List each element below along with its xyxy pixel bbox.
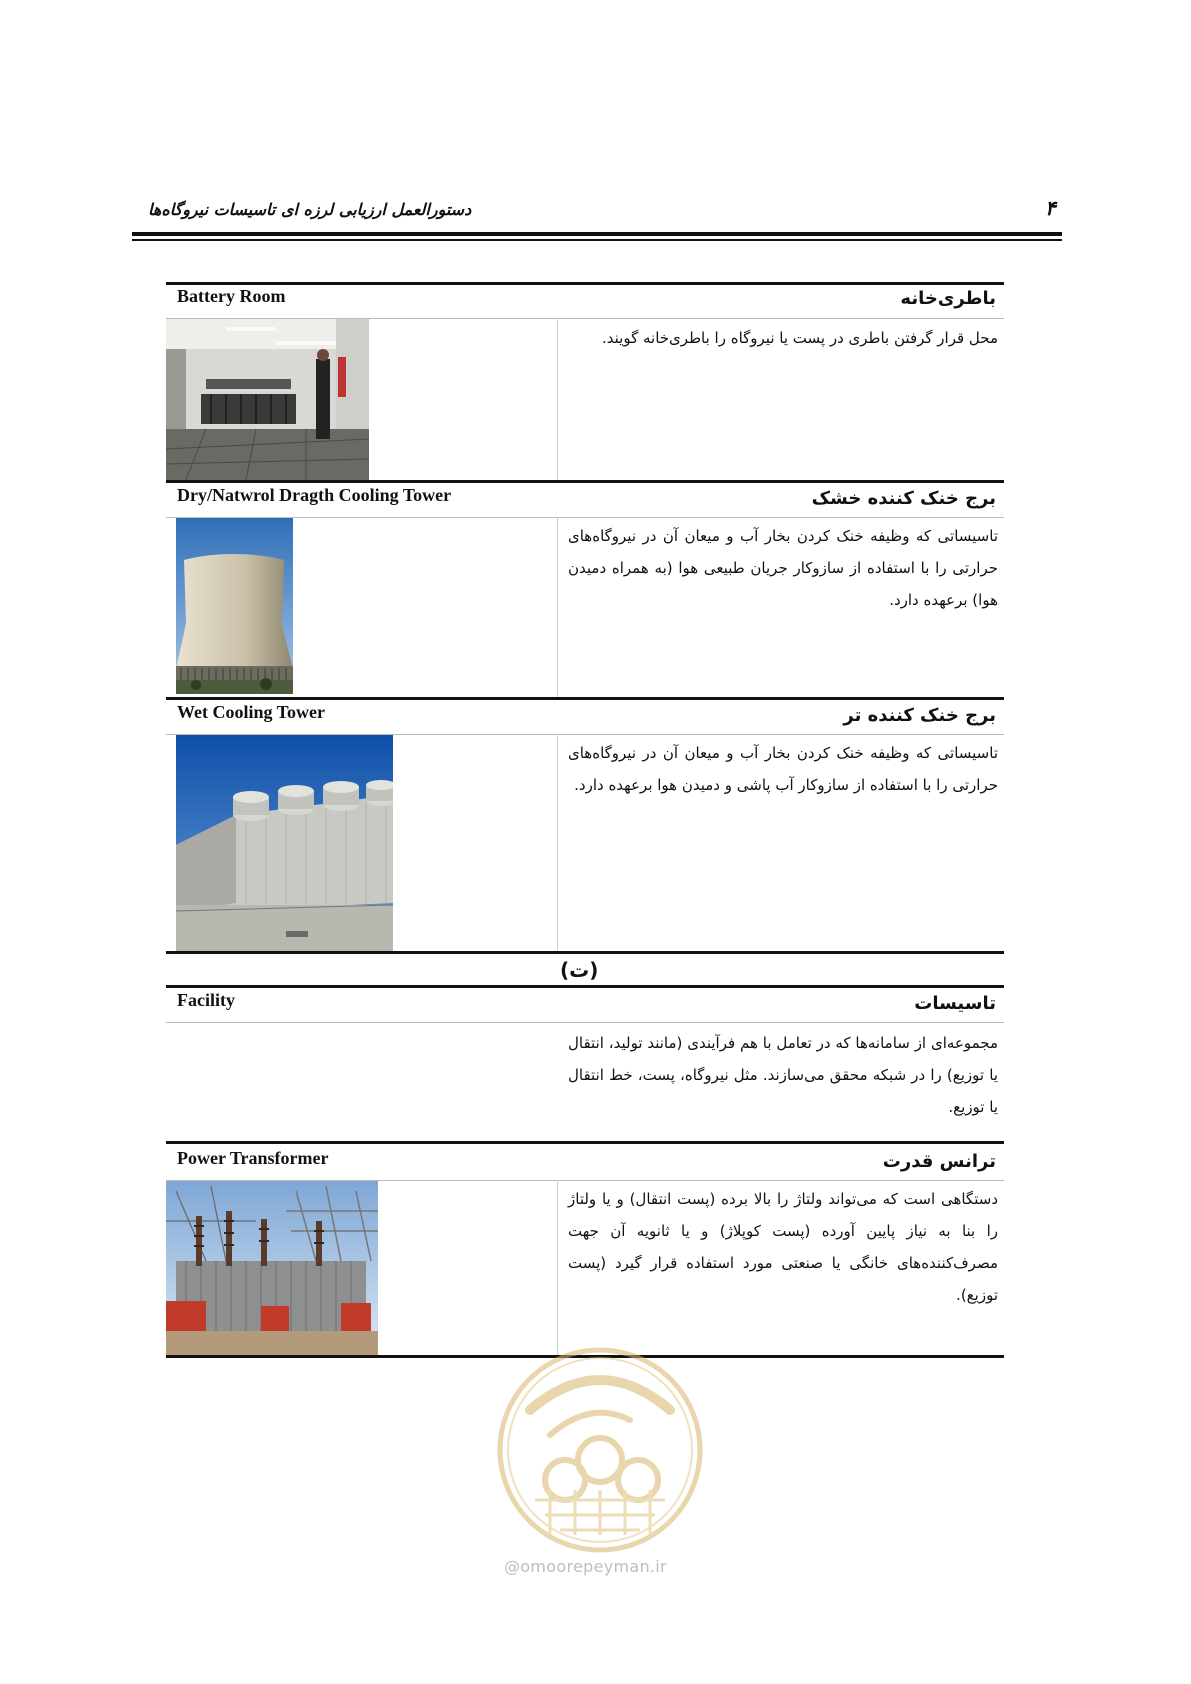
term-persian: باطری‌خانه: [900, 288, 996, 309]
column-divider: [557, 1180, 558, 1358]
header-rule-secondary: [132, 239, 1062, 241]
table-rule: [166, 697, 1004, 700]
table-rule: [166, 282, 1004, 285]
term-persian: برج خنک کننده تر: [843, 705, 996, 726]
table-rule: [166, 480, 1004, 483]
column-divider: [557, 734, 558, 952]
power-transformer-photo: [166, 1181, 378, 1355]
column-divider: [557, 318, 558, 480]
table-rule: [166, 1141, 1004, 1144]
battery-room-photo: [166, 319, 369, 480]
wet-cooling-tower-photo: [176, 735, 393, 951]
term-definition: محل قرار گرفتن باطری در پست یا نیروگاه را باطری‌خانه گویند.: [602, 329, 998, 347]
term-english: Wet Cooling Tower: [177, 702, 326, 722]
omoorepeyman-seal-logo: [490, 1340, 710, 1560]
term-persian: برج خنک کننده خشک: [811, 488, 996, 509]
term-persian: تاسیسات: [914, 993, 996, 1014]
section-heading-letter: (ت): [560, 958, 599, 982]
page-number: ۴: [1045, 196, 1056, 220]
term-english: Power Transformer: [177, 1148, 329, 1168]
table-rule: [166, 985, 1004, 988]
dry-cooling-tower-photo: [176, 518, 293, 694]
term-definition: تاسیساتی که وظیفه خنک کردن بخار آب و میعان آن در نیروگاه‌های حرارتی را با استفاده از سازوکار آب پاشی و دمیدن هوا برعهده دارد.: [568, 744, 998, 794]
header-rule: [132, 232, 1062, 236]
term-english: Battery Room: [177, 286, 286, 306]
table-rule: [166, 1022, 1004, 1023]
watermark-url: @omoorepeyman.ir: [504, 1557, 667, 1576]
term-definition: مجموعه‌ای از سامانه‌ها که در تعامل با هم فرآیندی (مانند تولید، انتقال یا توزیع) را در شبکه محقق می‌سازند. مثل نیروگاه، پست، خط انتقال یا توزیع.: [568, 1034, 998, 1116]
term-english: Facility: [177, 990, 235, 1010]
term-persian: ترانس قدرت: [882, 1151, 996, 1172]
term-definition: تاسیساتی که وظیفه خنک کردن بخار آب و میعان آن در نیروگاه‌های حرارتی را با استفاده از سازوکار جریان طبیعی هوا (به همراه دمیدن هوا) برعهده دارد.: [568, 527, 998, 609]
running-header-title: دستورالعمل ارزیابی لرزه ای تاسیسات نیروگاه‌ها: [148, 200, 472, 219]
table-rule: [166, 951, 1004, 954]
term-english: Dry/Natwrol Dragth Cooling Tower: [177, 485, 452, 505]
column-divider: [557, 517, 558, 697]
term-definition: دستگاهی است که می‌تواند ولتاژ را بالا برده (پست انتقال) و یا ولتاژ را بنا به نیاز پایین آورده (پست کوپلاژ) و یا ثانویه آن جهت مصرف‌کننده‌های خانگی یا صنعتی مورد استفاده قرار گیرد (پست توزیع).: [568, 1190, 998, 1304]
